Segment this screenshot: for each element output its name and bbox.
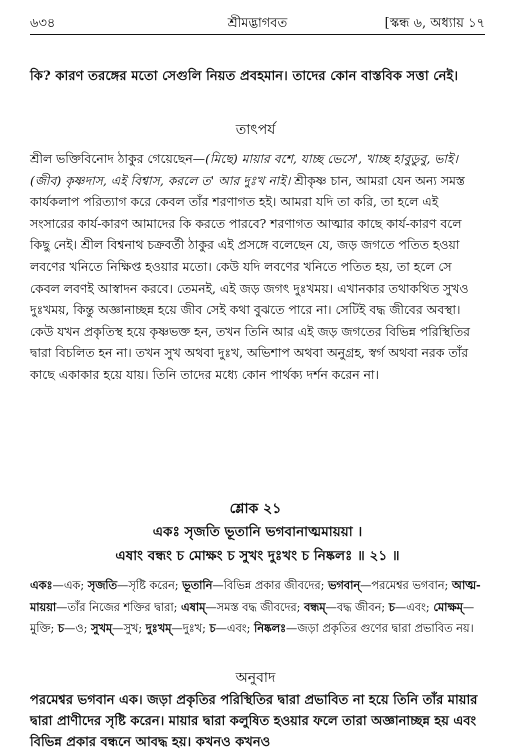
verse-line-2: এষাং বন্ধং চ মোক্ষং চ সুখং দুঃখং চ নিষ্কলঃ ॥ ২১ ॥: [115, 548, 400, 564]
synonym-word: চ: [388, 599, 395, 614]
synonym-meaning: —এক;: [52, 579, 88, 592]
translation-paragraph: পরমেশ্বর ভগবান এক। জড়া প্রকৃতির পরিস্থিতির দ্বারা প্রভাবিত না হয়ে তিনি তাঁর মায়ার দ্বারা প্রাণীদের সৃষ্টি করেন। মায়ার দ্বারা কলুষিত হওয়ার ফলে তারা অজ্ঞানাচ্ছন্ন হয় এবং বিভিন্ন প্রকার বন্ধনে আবদ্ধ হয়। কখনও কখনও: [30, 693, 478, 750]
synonyms-paragraph: [30, 575, 485, 640]
translation-heading: অনুবাদ: [235, 670, 276, 686]
synonym-meaning: —জড়া প্রকৃতির গুণের দ্বারা প্রভাবিত নয়।: [286, 622, 474, 636]
synonym-word: বন্ধম্: [304, 599, 326, 614]
synonym-word: মোক্ষম্: [433, 599, 463, 614]
synonym-meaning: —এবং;: [394, 600, 434, 614]
verse-title: শ্লোক ২১: [229, 501, 282, 517]
synonym-meaning: —সৃষ্টি করেন;: [117, 579, 183, 592]
synonym-meaning: —বিভিন্ন প্রকার জীবদের;: [212, 579, 328, 592]
page-number: ৬৩৪: [30, 16, 56, 31]
purport-heading: তাৎপর্য: [235, 122, 276, 138]
verse-line-1: একঃ সৃজতি ভূতানি ভগবানাত্মমায়য়া ।: [152, 524, 363, 540]
synonym-word: ভূতানি: [182, 578, 213, 592]
synonym-word: এষাম্: [181, 599, 206, 614]
synonym-meaning: —এবং;: [215, 622, 255, 636]
synonym-word: সুখম্: [91, 621, 113, 636]
purport-paragraph: [30, 148, 485, 386]
synonym-word: আত্ম-মায়য়া: [30, 578, 481, 614]
synonym-word: সৃজতি: [87, 578, 118, 592]
synonym-word: একঃ: [30, 578, 53, 592]
synonym-meaning: —মুক্তি;: [30, 600, 475, 636]
synonym-meaning: —বদ্ধ জীবন;: [325, 600, 389, 614]
synonym-meaning: —তাঁর নিজের শক্তির দ্বারা;: [56, 600, 181, 614]
book-title: শ্রীমদ্ভাগবত: [227, 16, 288, 31]
synonym-word: চ: [209, 621, 216, 636]
synonym-word: দুঃখম্: [145, 621, 172, 636]
synonym-word: চ: [57, 621, 64, 636]
synonym-meaning: —দুঃখ;: [171, 622, 210, 636]
section-reference: [স্কন্ধ ৬, অধ্যায় ১৭: [384, 16, 485, 31]
synonym-meaning: —সমস্ত বদ্ধ জীবদের;: [205, 600, 304, 614]
intro-paragraph: কি? কারণ তরঙ্গের মতো সেগুলি নিয়ত প্রবহমান। তাদের কোন বাস্তবিক সত্তা নেই।: [30, 69, 459, 84]
page-header: [30, 14, 485, 32]
header-rule: [30, 34, 485, 35]
purport-song: (মিছে) মায়ার বশে, যাচ্ছ ভেসে', খাচ্ছ হাবুডুবু, ভাই। (জীব) কৃষ্ণদাস, এই বিশ্বাস, করলে ত' আর দুঃখ নাই।: [30, 151, 458, 188]
synonym-meaning: —ও;: [64, 622, 92, 636]
synonym-word: নিষ্কলঃ: [254, 621, 287, 636]
purport-body: শ্রীকৃষ্ণ চান, আমরা যেন অন্য সমস্ত কার্যকলাপ পরিত্যাগ করে কেবল তাঁর শরণাগত হই। আমরা যদি তা করি, তা হলে এই সংসারের কার্য-কারণ আমাদের কি করতে পারবে? শরণাগত আত্মার কাছে কার্য-কারণ বলে কিছু নেই। শ্রীল বিশ্বনাথ চক্রবর্তী ঠাকুর এই প্রসঙ্গে বলেছেন যে, জড় জগতে পতিত হওয়া লবণের খনিতে নিক্ষিপ্ত হওয়ার মতো। কেউ যদি লবণের খনিতে পতিত হয়, তা হলে সে কেবল লবণই আস্বাদন করবে। তেমনই, এই জড় জগৎ দুঃখময়। এখানকার তথাকথিত সুখও দুঃখময়, কিন্তু অজ্ঞানাচ্ছন্ন হয়ে জীব সেই কথা বুঝতে পারে না। সেটিই বদ্ধ জীবের অবস্থা। কেউ যখন প্রকৃতিস্থ হয়ে কৃষ্ণভক্ত হন, তখন তিনি আর এই জড় জগতের বিভিন্ন পরিস্থিতির দ্বারা বিচলিত হন না। তখন সুখ অথবা দুঃখ, অভিশাপ অথবা অনুগ্রহ, স্বর্গ অথবা নরক তাঁর কাছে একাকার হয়ে যায়। তিনি তাদের মধ্যে কোন পার্থক্য দর্শন করেন না।: [30, 172, 470, 382]
purport-lead: শ্রীল ভক্তিবিনোদ ঠাকুর গেয়েছেন—: [30, 151, 206, 166]
synonym-meaning: —পরমেশ্বর ভগবান;: [360, 579, 452, 592]
synonym-word: ভগবান্: [327, 578, 361, 592]
synonym-meaning: —সুখ;: [112, 622, 146, 636]
